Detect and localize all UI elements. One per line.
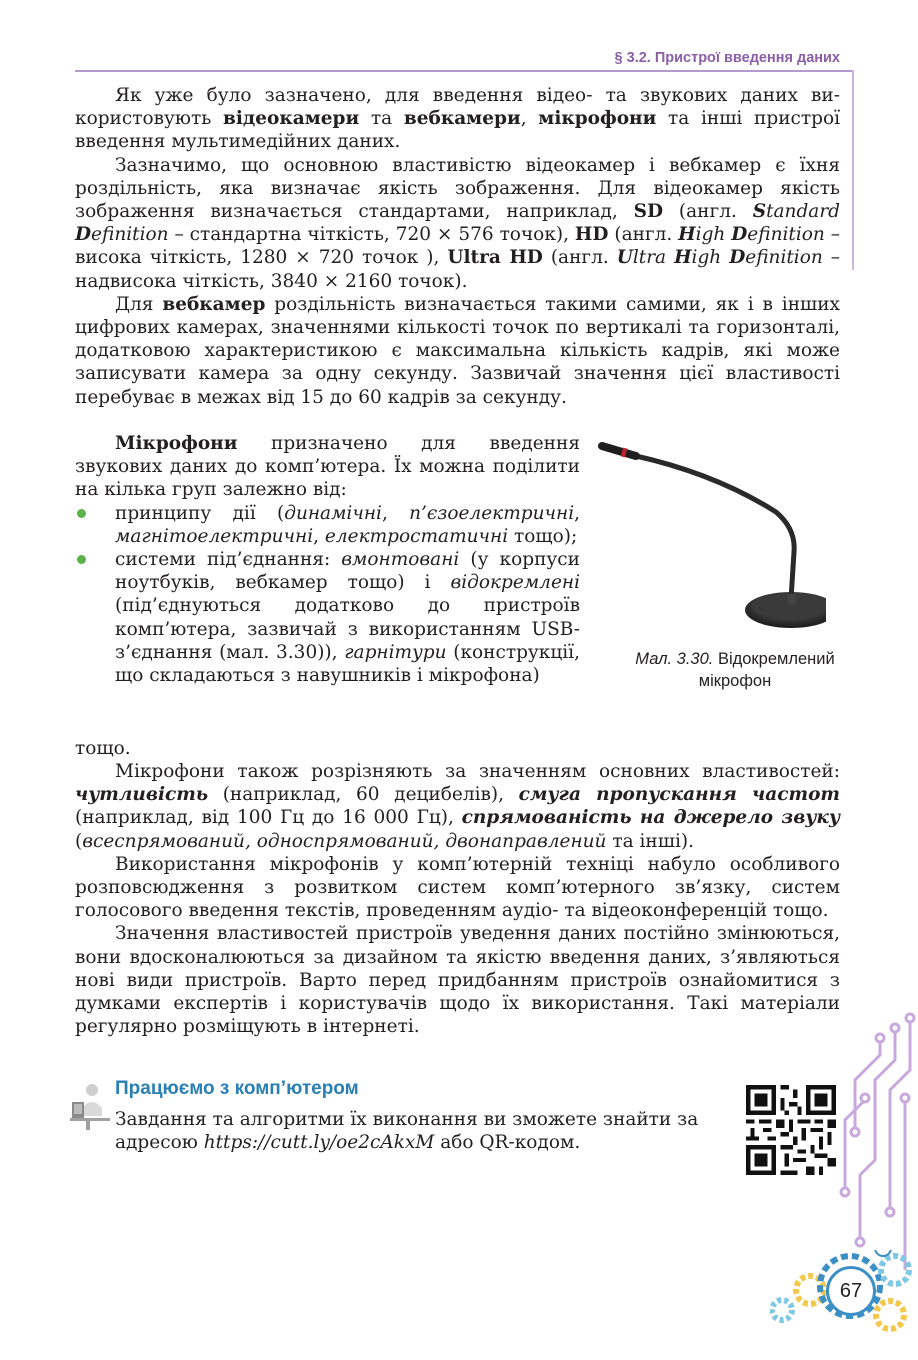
microphone-image [596,434,826,639]
list-item: принципу дії (динамічні, п’єзоелектричні, магнітоелектричні, електростатичні тощо); [75,502,580,548]
paragraph-5: Мікрофони також розрізняють за значенням основних властивостей: чутливість (наприклад, 60 децибелів), смуга пропускання частот (наприклад, від 100 Гц до 16 000 Гц), спрямованість на джерело звуку (всеспрямований, односпрямований, двонаправлений та інші). [75,761,841,852]
qr-code[interactable] [746,1085,836,1175]
person-at-computer-icon [70,1082,112,1130]
paragraph-1: Як уже було зазначено, для введення відео- та звукових даних ви-користовують відеокамери та вебкамери, мікрофони та інші пристрої введення мультимедійних даних. [75,85,841,153]
paragraph-6: Використання мікрофонів у комп’ютерній техніці набуло особливого розповсюдження з розвитком систем комп’ютерного зв’язку, систем голосового введення текстів, проведенням аудіо- та відеоконференцій тощо. [75,853,840,922]
paragraph-3: Для вебкамер роздільність визначається такими самими, як і в інших цифрових камерах, значеннями кількості точок по вертикалі та горизонталі, додатковою характеристикою є максимальна кількість кадрів, які може записувати камера за одну секунду. Зазвичай значення цієї властивості перебуває в межах від 15 до 60 кадрів за секунду. [75,293,840,408]
bullet-dot-icon [77,555,86,564]
task-link[interactable]: https://cutt.ly/oe2cAkxM [203,1132,435,1154]
paragraph-4: Мікрофони призначено для введення звукових даних до комп’ютера. Їх можна поділити на кілька груп залежно від: [75,433,580,501]
header-rule [75,70,853,72]
task-title: Працюємо з комп’ютером [115,1078,359,1099]
text-block-top [75,84,840,409]
figure-caption: Мал. 3.30. Відокремлений мікрофон [635,650,835,690]
task-text: Завдання та алгоритми їх виконання ви зможете знайти за адресою https://cutt.ly/oe2cAkxM або QR-кодом. [115,1109,699,1154]
page-number: 67 [826,1266,876,1316]
bullet-dot-icon [77,509,86,518]
margin-rule [852,70,854,270]
after-list-text: тощо. [75,738,131,759]
section-title: § 3.2. Пристрої введення даних [614,50,840,66]
text-block-bottom [75,760,840,1038]
paragraph-7: Значення властивостей пристроїв уведення даних постійно змінюються, вони вдосконалюються за дизайном та якістю введення даних, з’являються нові види пристроїв. Варто перед придбанням пристроїв ознайомитися з думками експертів і користувачів щодо їх використання. Такі матеріали регулярно розміщують в інтернеті. [75,923,840,1038]
paragraph-2: Зазначимо, що основною властивістю відеокамер і вебкамер є їхня роздільність, яка визначає якість зображення. Для відеокамер якість зображення визначається стандартами, наприклад, SD (англ. Standard Definition – стандартна чіткість, 720 × 576 точок), HD (англ. High Definition – висока чіткість, 1280 × 720 точок ), Ultra HD (англ. Ultra High Definition – надвисока чіткість, 3840 × 2160 точок). [75,154,841,292]
text-block-microphones [75,432,580,687]
list-item: системи під’єднання: вмонтовані (у корпуси ноутбуків, вебкамер тощо) і відокремлені (під’єднуються додатково до пристроїв комп’ютера, зазвичай з використанням USB-з’єднання (мал. 3.30)), гарнітури (конструкції, що складаються з навушників і мікрофона) [75,548,580,687]
